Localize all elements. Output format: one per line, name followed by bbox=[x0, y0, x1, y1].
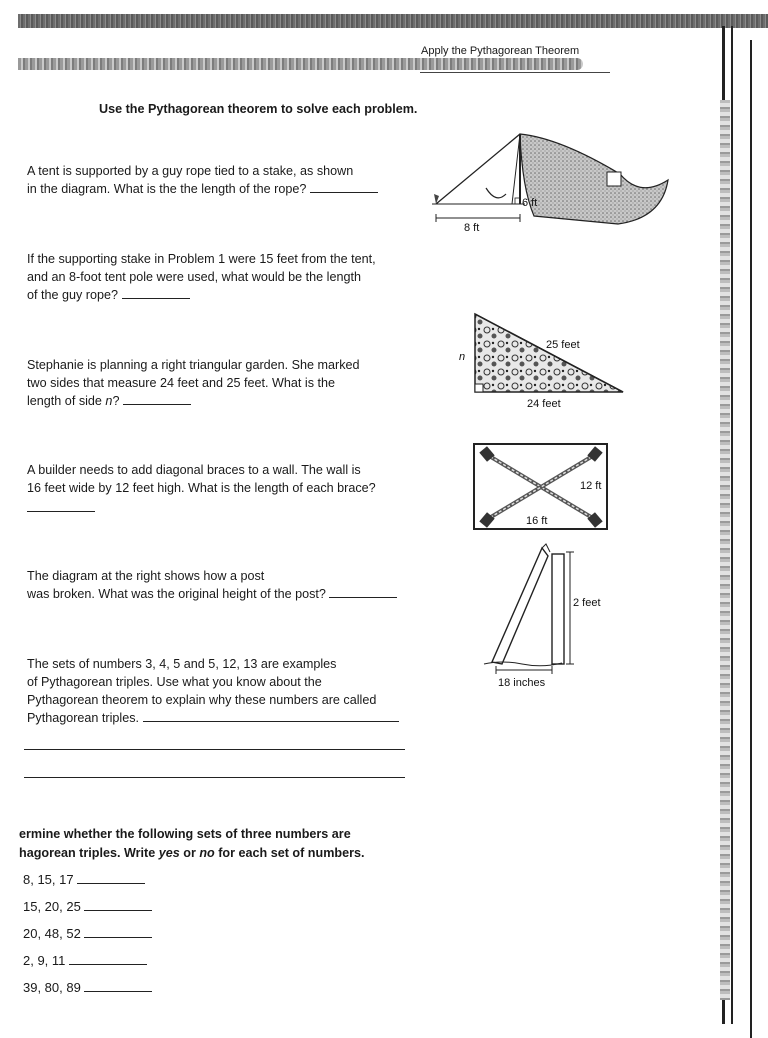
post-diagram bbox=[482, 542, 612, 692]
garden-base-label: 24 feet bbox=[527, 398, 561, 410]
wall-height-label: 12 ft bbox=[580, 480, 602, 492]
problem-6-line-4 bbox=[27, 709, 399, 727]
tent-diagram bbox=[430, 128, 670, 238]
problem-4-line-2: 16 feet wide by 12 feet high. What is the length of each brace? bbox=[27, 481, 376, 495]
wall-diagram bbox=[472, 442, 622, 532]
section-2-text-or: or bbox=[179, 846, 200, 860]
problem-4-line-1: A builder needs to add diagonal braces to a wall. The wall is bbox=[27, 463, 361, 477]
problem-3-line-1: Stephanie is planning a right triangular garden. She marked bbox=[27, 358, 360, 372]
triple-item-3 bbox=[23, 925, 152, 943]
tent-canvas bbox=[520, 134, 668, 224]
post-stump bbox=[552, 554, 564, 664]
answer-blank-4[interactable] bbox=[27, 511, 95, 512]
post-height-label: 2 feet bbox=[573, 597, 601, 609]
problem-1-line-2 bbox=[27, 180, 378, 198]
section-2-text-a: hagorean triples. Write bbox=[19, 846, 159, 860]
problem-3-text: length of side bbox=[27, 394, 106, 408]
rope-slack bbox=[486, 188, 506, 198]
triple-text-1: 8, 15, 17 bbox=[23, 872, 74, 887]
problem-5-text: was broken. What was the original height of the post? bbox=[27, 587, 326, 601]
problem-2-line-2: and an 8-foot tent pole were used, what would be the length bbox=[27, 270, 361, 284]
answer-blank-5[interactable] bbox=[329, 585, 397, 598]
variable-n: n bbox=[105, 394, 113, 408]
section-2-text-b: for each set of numbers. bbox=[214, 846, 365, 860]
triple-text-3: 20, 48, 52 bbox=[23, 926, 81, 941]
tent-patch bbox=[607, 172, 621, 186]
problem-5-line-1: The diagram at the right shows how a post bbox=[27, 569, 265, 583]
word-no: no bbox=[199, 846, 215, 860]
header-bar bbox=[18, 58, 583, 70]
answer-blank-3[interactable] bbox=[123, 392, 191, 405]
answer-blank-1[interactable] bbox=[310, 180, 378, 193]
problem-6-line-2: of Pythagorean triples. Use what you know about the bbox=[27, 675, 322, 689]
garden-right-angle bbox=[475, 384, 483, 392]
problem-1-line-1: A tent is supported by a guy rope tied to a stake, as shown bbox=[27, 164, 354, 178]
tent-base-label: 8 ft bbox=[464, 222, 480, 234]
garden-diagram bbox=[455, 312, 635, 412]
problem-3-line-2: two sides that measure 24 feet and 25 feet. What is the bbox=[27, 376, 336, 390]
section-2-heading-line-1: ermine whether the following sets of three numbers are bbox=[19, 827, 351, 841]
binding-edge-inner bbox=[731, 26, 733, 1024]
problem-6-text: Pythagorean triples. bbox=[27, 711, 140, 725]
triple-answer-2[interactable] bbox=[84, 898, 152, 911]
triple-item-4 bbox=[23, 952, 147, 970]
triple-answer-5[interactable] bbox=[84, 979, 152, 992]
triple-item-5 bbox=[23, 979, 152, 997]
post-base-label: 18 inches bbox=[498, 677, 546, 689]
page-edge bbox=[750, 40, 752, 1038]
problem-3-line-3: length of side n? bbox=[27, 392, 191, 410]
triple-text-2: 15, 20, 25 bbox=[23, 899, 81, 914]
answer-line-6c[interactable] bbox=[24, 777, 405, 778]
triple-answer-4[interactable] bbox=[69, 952, 147, 965]
garden-hyp-label: 25 feet bbox=[546, 339, 580, 351]
binding-texture bbox=[720, 100, 730, 1000]
guy-rope bbox=[436, 134, 520, 204]
problem-6-line-3: Pythagorean theorem to explain why these numbers are called bbox=[27, 693, 377, 707]
problem-6-line-1: The sets of numbers 3, 4, 5 and 5, 12, 13 are examples bbox=[27, 657, 337, 671]
answer-blank-2[interactable] bbox=[122, 286, 190, 299]
triple-answer-1[interactable] bbox=[77, 871, 145, 884]
triple-item-2 bbox=[23, 898, 152, 916]
garden-side-label: n bbox=[459, 351, 466, 363]
running-title: Apply the Pythagorean Theorem bbox=[421, 45, 580, 57]
problem-2-text: of the guy rope? bbox=[27, 288, 119, 302]
triple-text-5: 39, 80, 89 bbox=[23, 980, 81, 995]
word-yes: yes bbox=[158, 846, 180, 860]
wall-width-label: 16 ft bbox=[526, 515, 548, 527]
section-2-heading-line-2 bbox=[19, 844, 365, 862]
broken-top-section bbox=[492, 548, 548, 664]
tent-height-label: 6 ft bbox=[522, 197, 538, 209]
problem-2-line-3 bbox=[27, 286, 190, 304]
header-rule bbox=[420, 72, 610, 73]
tent-pole-edge bbox=[512, 134, 520, 204]
problem-1-text: in the diagram. What is the the length of the rope? bbox=[27, 182, 307, 196]
answer-line-6b[interactable] bbox=[24, 749, 405, 750]
post-ground bbox=[484, 662, 562, 666]
answer-blank-6[interactable] bbox=[143, 709, 399, 722]
instructions-heading: Use the Pythagorean theorem to solve each problem. bbox=[99, 102, 418, 116]
triple-text-4: 2, 9, 11 bbox=[23, 953, 66, 968]
problem-5-line-2 bbox=[27, 585, 397, 603]
triple-item-1 bbox=[23, 871, 145, 889]
top-scan-bar bbox=[18, 14, 768, 28]
problem-2-line-1: If the supporting stake in Problem 1 were 15 feet from the tent, bbox=[27, 252, 376, 266]
triple-answer-3[interactable] bbox=[84, 925, 152, 938]
